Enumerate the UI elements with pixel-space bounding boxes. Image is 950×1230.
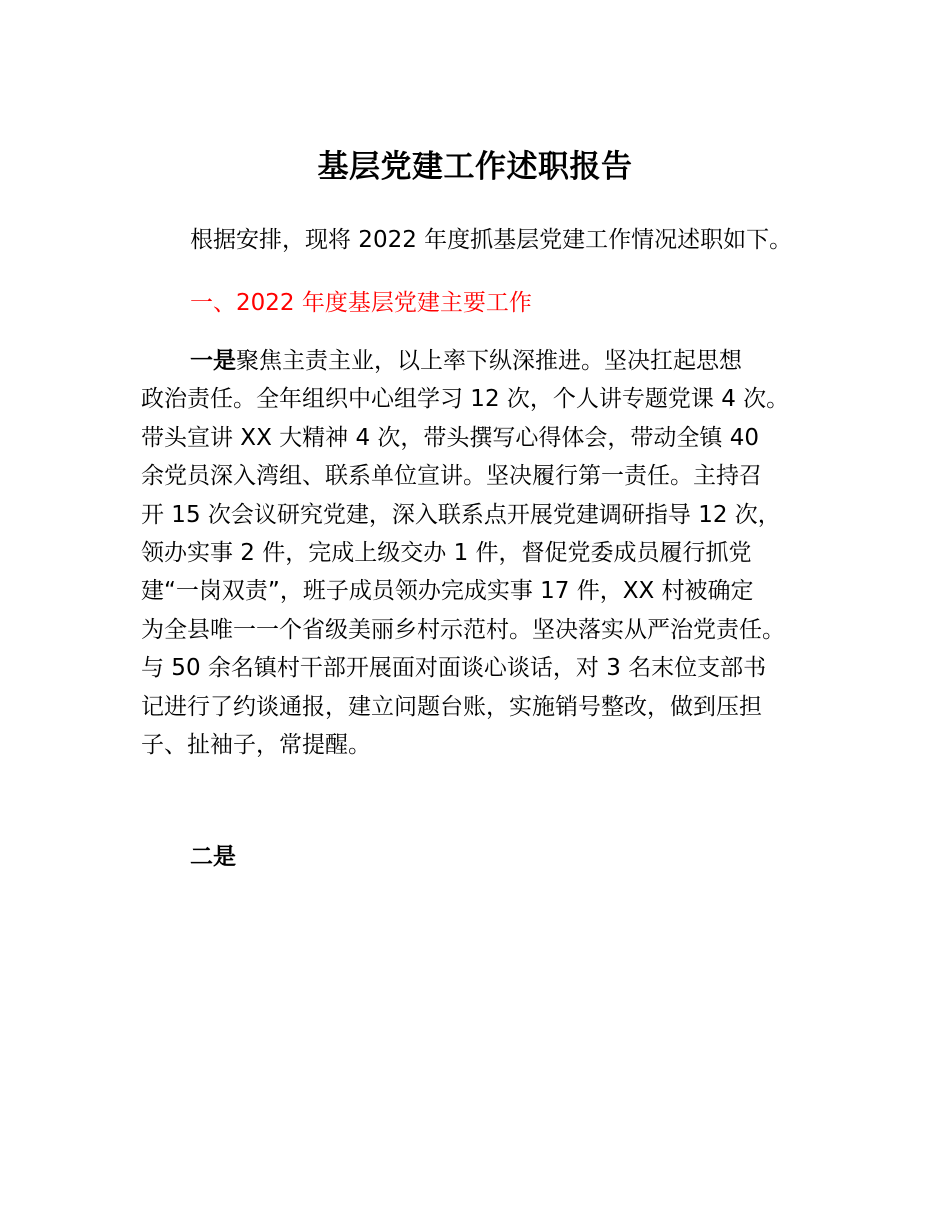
item-one-first-line-text: 聚焦主责主业，以上率下纵深推进。坚决扛起思想 bbox=[236, 348, 742, 374]
paragraph-line: 为全县唯一一个省级美丽乡村示范村。坚决落实从严治党责任。 bbox=[141, 616, 785, 643]
intro-text: 根据安排，现将 2022 年度抓基层党建工作情况述职如下。 bbox=[190, 227, 793, 253]
paragraph-line: 开 15 次会议研究党建，深入联系点开展党建调研指导 12 次， bbox=[141, 501, 781, 528]
item-two-lead: 二是 bbox=[190, 844, 236, 870]
section-heading-text: 一、2022 年度基层党建主要工作 bbox=[190, 290, 532, 316]
paragraph-line: 建“一岗双责”，班子成员领办完成实事 17 件，XX 村被确定 bbox=[141, 578, 754, 605]
item-one-paragraph bbox=[141, 342, 831, 764]
item-one-lead: 一是 bbox=[190, 348, 236, 374]
section-heading bbox=[141, 284, 831, 322]
paragraph-line: 带头宣讲 XX 大精神 4 次，带头撰写心得体会，带动全镇 40 bbox=[141, 424, 759, 451]
document-title: 基层党建工作述职报告 bbox=[317, 149, 633, 185]
intro-paragraph bbox=[141, 221, 831, 259]
paragraph-line: 记进行了约谈通报，建立问题台账，实施销号整改，做到压担 bbox=[141, 693, 762, 720]
paragraph-line: 领办实事 2 件，完成上级交办 1 件，督促党委成员履行抓党 bbox=[141, 540, 752, 567]
paragraph-line: 余党员深入湾组、联系单位宣讲。坚决履行第一责任。主持召 bbox=[141, 463, 762, 490]
item-two-paragraph bbox=[141, 838, 831, 876]
paragraph-line: 政治责任。全年组织中心组学习 12 次，个人讲专题党课 4 次。 bbox=[141, 386, 790, 413]
item-one-first-line bbox=[141, 342, 831, 380]
paragraph-line: 子、扯袖子，常提醒。 bbox=[141, 732, 371, 759]
paragraph-line: 与 50 余名镇村干部开展面对面谈心谈话，对 3 名末位支部书 bbox=[141, 655, 767, 682]
